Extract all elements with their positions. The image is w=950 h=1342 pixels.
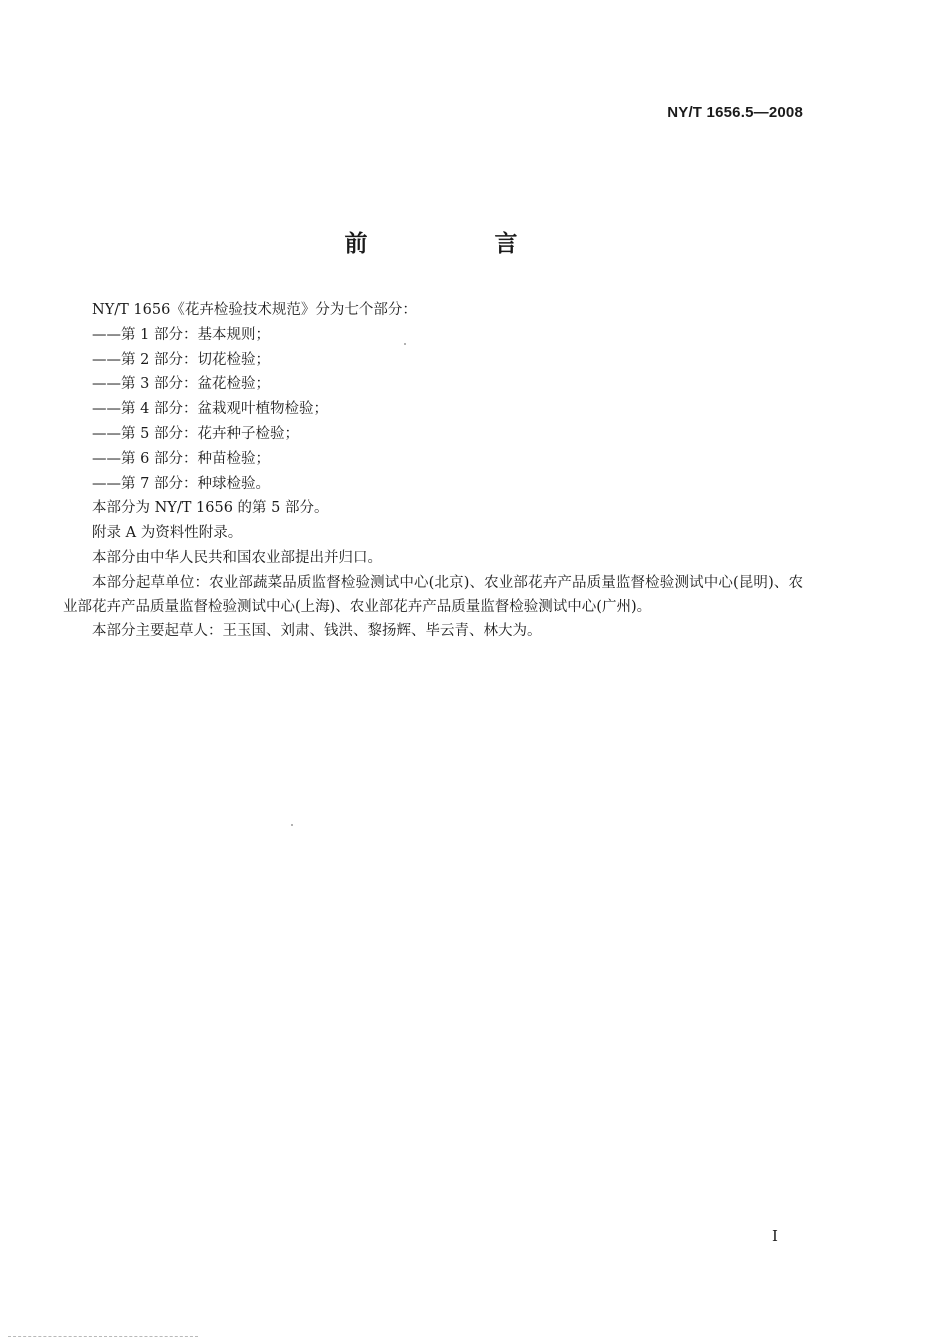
list-item: ——第 2 部分：切花检验； xyxy=(92,351,270,368)
appendix-paragraph: 附录 A 为资料性附录。 xyxy=(92,525,243,542)
page-title: 前 言 xyxy=(344,231,570,257)
drafters-paragraph: 本部分主要起草人：王玉国、刘肃、钱洪、黎扬辉、毕云青、林大为。 xyxy=(92,622,542,639)
parts-list xyxy=(63,323,803,497)
list-item: ——第 6 部分：种苗检验； xyxy=(92,450,270,467)
proposer-paragraph: 本部分由中华人民共和国农业部提出并归口。 xyxy=(92,549,382,566)
list-item: ——第 3 部分：盆花检验； xyxy=(92,376,270,393)
list-item: ——第 5 部分：花卉种子检验； xyxy=(92,425,299,442)
standard-number: NY/T 1656.5—2008 xyxy=(667,104,803,121)
scan-edge-line xyxy=(8,1336,198,1337)
scan-speck xyxy=(404,343,406,345)
list-item: ——第 4 部分：盆栽观叶植物检验； xyxy=(92,401,328,418)
page-number: I xyxy=(772,1227,778,1245)
foreword-body xyxy=(63,298,803,644)
intro-paragraph: NY/T 1656《花卉检验技术规范》分为七个部分： xyxy=(92,302,417,318)
drafting-units-paragraph: 本部分起草单位：农业部蔬菜品质监督检验测试中心(北京)、农业部花卉产品质量监督检验测试中心(昆明)、农业部花卉产品质量监督检验测试中心(上海)、农业部花卉产品质量监督检验测试中心(广州)。 xyxy=(63,574,803,615)
list-item: ——第 7 部分：种球检验。 xyxy=(92,475,270,492)
scan-speck xyxy=(291,824,293,826)
list-item: ——第 1 部分：基本规则； xyxy=(92,326,270,343)
this-part-paragraph: 本部分为 NY/T 1656 的第 5 部分。 xyxy=(92,500,329,517)
